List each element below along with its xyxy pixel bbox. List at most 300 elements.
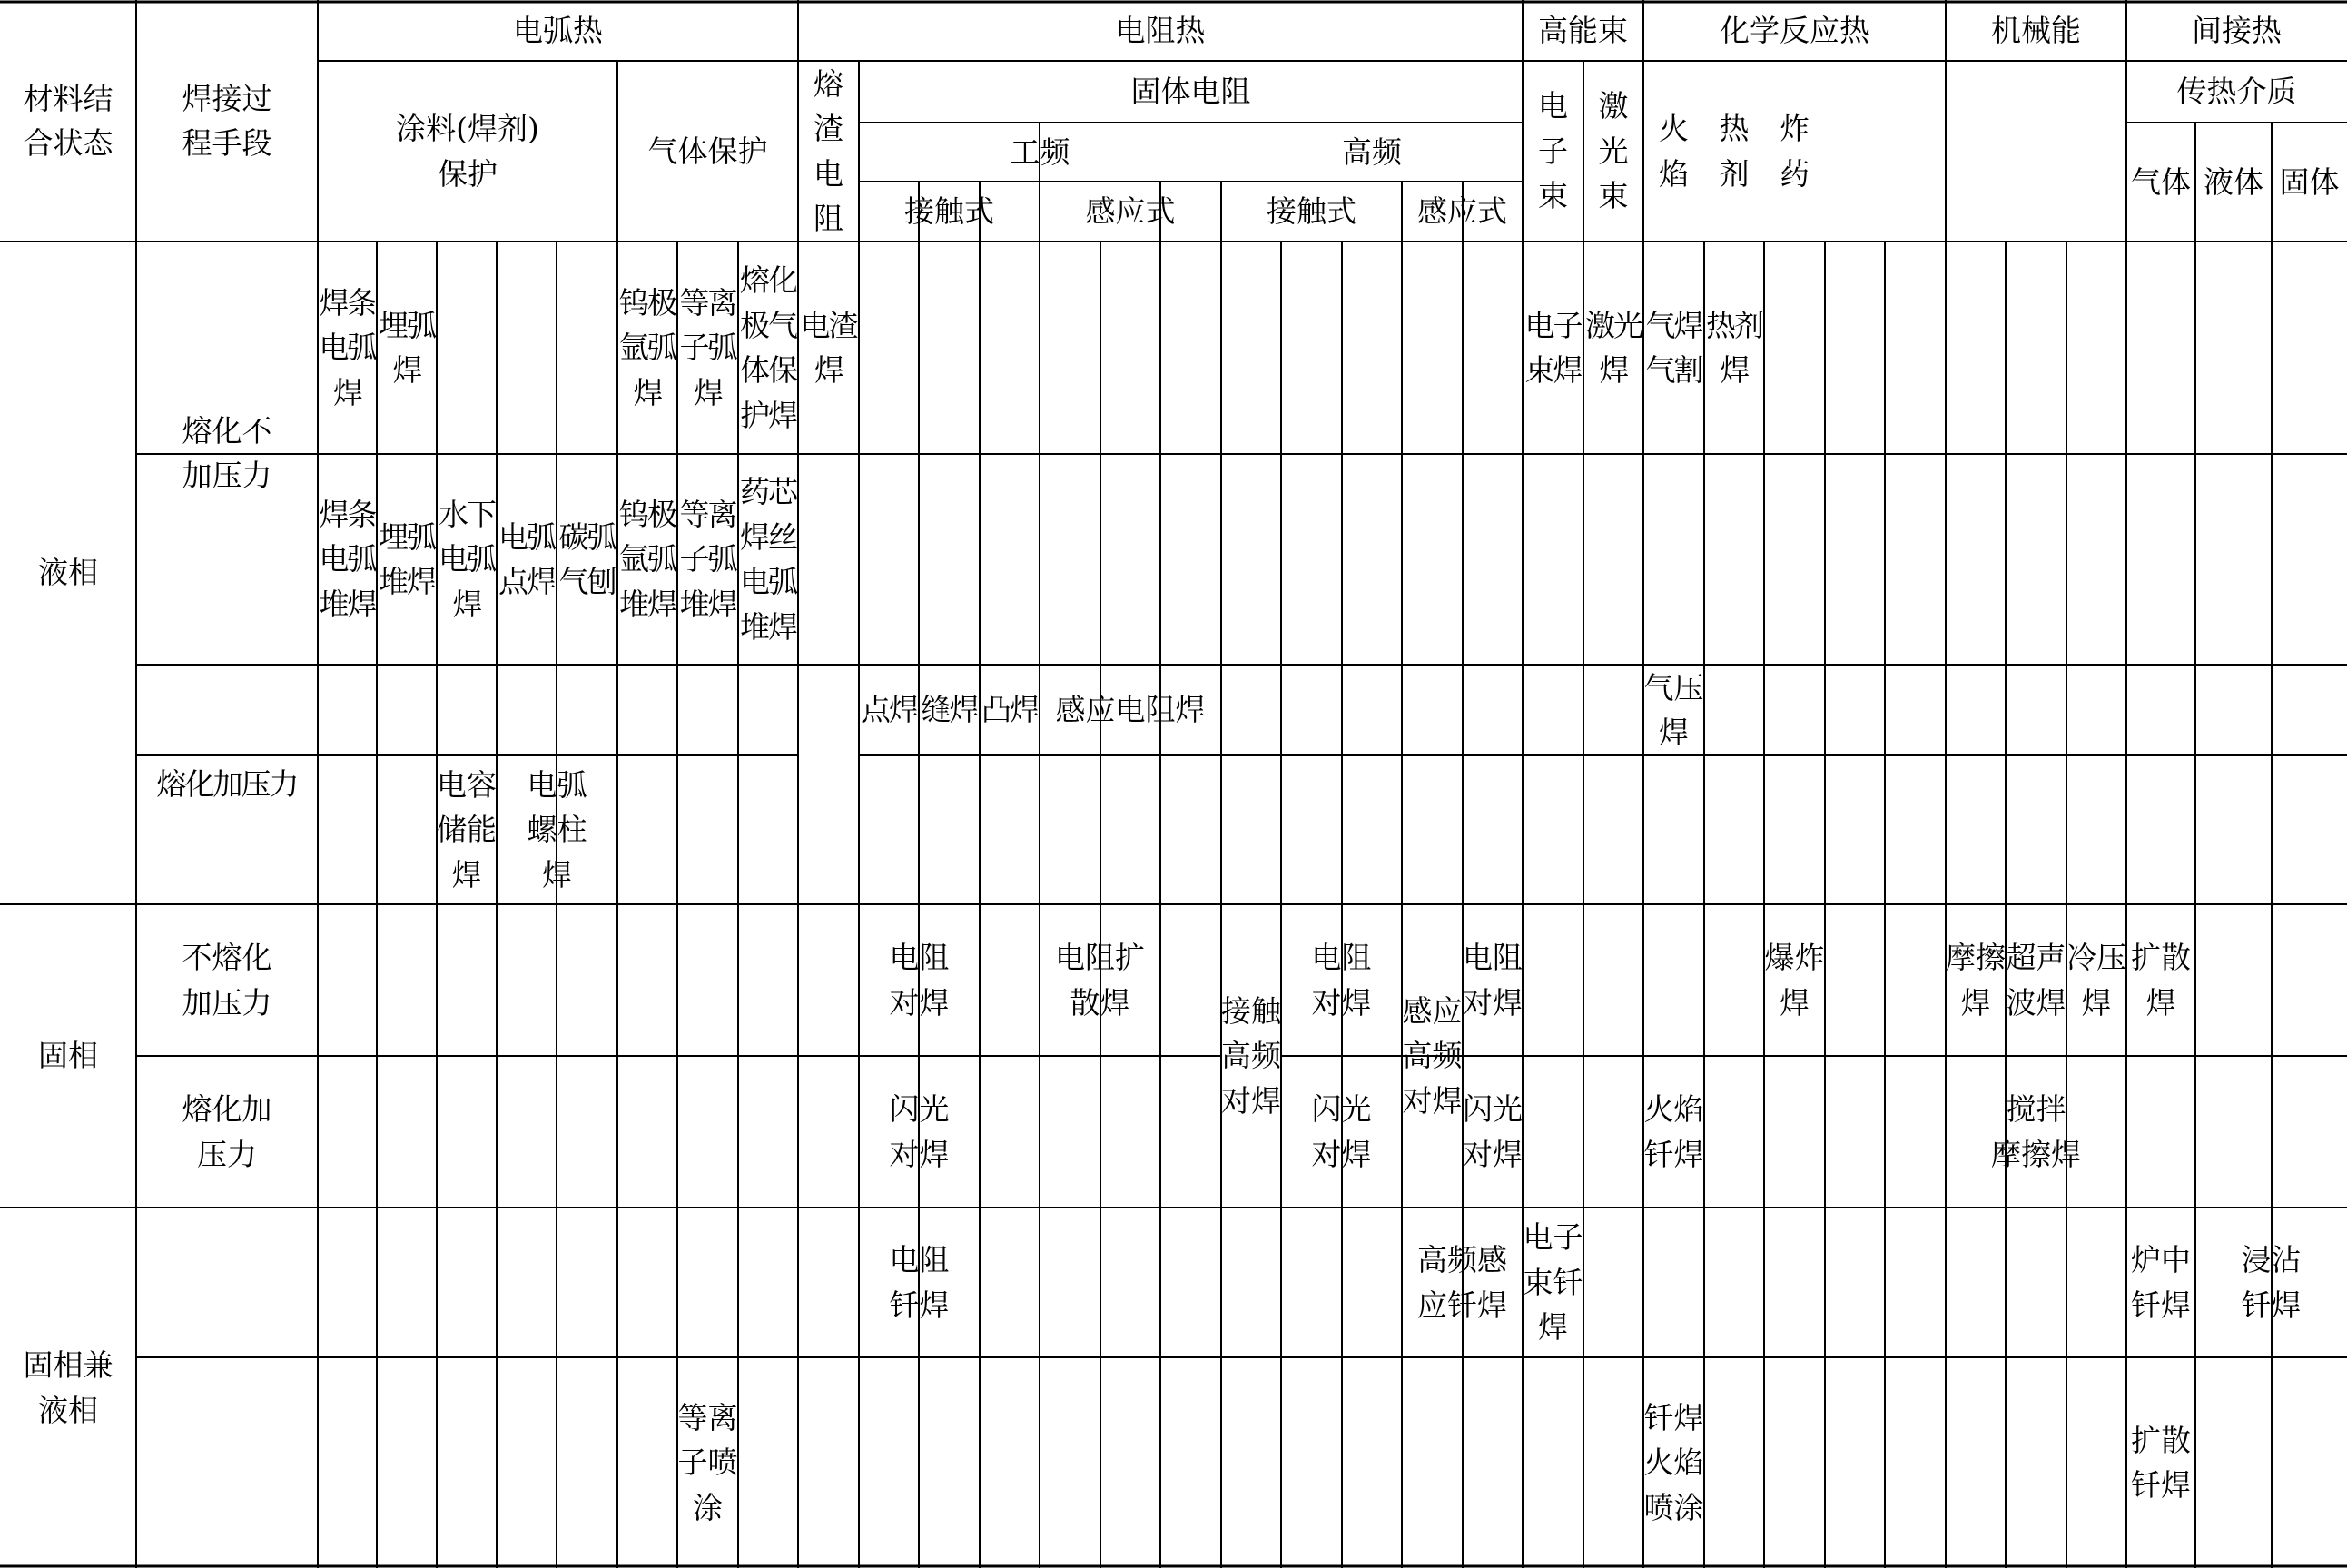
text-line: 电阻 — [1463, 940, 1523, 975]
text-line: 熔化加 — [182, 1091, 272, 1127]
cell-hf-induction-upset-text — [1463, 935, 1523, 1025]
electron-beam-header-text — [1538, 84, 1568, 219]
text-line: 材料结 — [23, 80, 113, 116]
row-label-melt-pressure — [136, 665, 318, 904]
cell-induction-hf-butt-text — [1403, 989, 1463, 1124]
text-line: 钎焊 — [889, 1287, 950, 1323]
cell-gtaw — [617, 242, 677, 454]
mechanical-energy-header — [1946, 0, 2126, 61]
text-line: 焊 — [542, 856, 572, 892]
text-line: 焊 — [452, 586, 481, 622]
text-line: 传热介质 — [2176, 74, 2297, 110]
mechanical-energy-header-text — [1991, 8, 2081, 54]
text-line: 超声 — [2006, 940, 2066, 975]
gas-protection-header-text — [648, 129, 768, 174]
text-line: 爆炸 — [1764, 940, 1825, 975]
text-line: 阻 — [814, 201, 843, 236]
cell-hf-flash-butt-text — [1312, 1087, 1372, 1177]
text-line: 应钎焊 — [1417, 1287, 1507, 1323]
cell-furnace-brazing — [2126, 1208, 2195, 1357]
high-energy-beam-header — [1523, 0, 1643, 61]
cell-seam — [919, 665, 980, 755]
cell-friction — [1946, 904, 2006, 1056]
cell-esw — [798, 242, 859, 454]
text-line: 电弧 — [527, 766, 587, 803]
cell-braze-spray-text — [1644, 1395, 1704, 1531]
text-line: 钎焊 — [2131, 1287, 2191, 1323]
cell-ultrasonic — [2006, 904, 2066, 1056]
coating-protection-header — [318, 61, 617, 242]
text-line: 炉中 — [2131, 1242, 2191, 1277]
cell-arc-stud — [497, 755, 617, 904]
material-state-header — [0, 0, 136, 242]
text-line: 激 — [1598, 88, 1629, 124]
cell-upset — [859, 904, 980, 1056]
contact-lf-header-text — [904, 189, 994, 234]
cell-flash-butt — [859, 1056, 980, 1208]
text-line: 电阻扩 — [1055, 940, 1145, 975]
text-line: 焊 — [1659, 715, 1689, 750]
row-label-melt-no-pressure — [136, 242, 318, 665]
text-line: 电弧 — [498, 518, 555, 555]
text-line: 保护 — [438, 155, 498, 192]
text-line: 螺柱 — [527, 812, 587, 848]
text-line: 对焊 — [1311, 1136, 1372, 1172]
cell-gmaw — [738, 242, 798, 454]
row-label-solid-text — [38, 1033, 98, 1079]
cell-carbon-gouge-text — [559, 515, 616, 605]
text-line: 高频 — [1221, 1038, 1281, 1074]
text-line: 涂 — [693, 1489, 723, 1525]
text-line: 钎焊 — [2131, 1467, 2191, 1503]
high-energy-beam-header-text — [1538, 8, 1628, 54]
cell-arc-stud-text — [528, 763, 587, 898]
cell-seam-text — [922, 687, 978, 733]
cell-underwater-arc — [437, 454, 497, 665]
text-line: 点焊 — [498, 564, 555, 599]
liquid-medium-header — [2195, 123, 2272, 242]
cell-friction-text — [1946, 935, 2006, 1025]
text-line: 子 — [1538, 133, 1568, 169]
text-line: 点焊 — [861, 692, 917, 728]
text-line: 堆焊 — [740, 608, 796, 645]
row-label-melt-pressure-solid-text — [182, 1087, 272, 1177]
text-line: 等离 — [677, 1399, 738, 1435]
laser-beam-header — [1583, 61, 1643, 242]
cell-induction-resistance — [1040, 665, 1221, 755]
text-line: 固体 — [2279, 163, 2340, 200]
cell-dip-brazing-text — [2242, 1238, 2302, 1327]
text-line: 钎焊 — [1643, 1136, 1704, 1172]
cell-lbw — [1583, 242, 1643, 454]
high-frequency-header-text — [1342, 130, 1402, 175]
text-line: 焊丝 — [740, 518, 796, 555]
cell-arc-spot — [497, 454, 557, 665]
cell-resistance-brazing — [859, 1208, 980, 1357]
text-line: 火 — [1659, 111, 1689, 146]
contact-lf-header — [859, 182, 1040, 242]
text-line: 间接热 — [2192, 12, 2282, 48]
text-line: 焊条 — [319, 284, 376, 321]
cell-capacitor-discharge-text — [437, 763, 497, 898]
text-line: 焊 — [333, 374, 361, 410]
cell-braze-spray — [1643, 1357, 1704, 1568]
row-label-solid-liquid — [0, 1208, 136, 1568]
text-line: 闪光 — [889, 1091, 950, 1127]
cell-pressure-gas — [1643, 665, 1704, 755]
cell-hf-induction-upset — [1463, 904, 1523, 1056]
text-line: 压力 — [197, 1136, 257, 1172]
text-line: 电弧 — [319, 330, 376, 366]
cell-induction-flash-butt-text — [1463, 1087, 1523, 1177]
flame-header-text — [1659, 106, 1689, 196]
text-line: 电阻 — [889, 1242, 950, 1277]
explosive-header — [1764, 61, 1825, 242]
text-line: 感应式 — [1417, 193, 1507, 230]
text-line: 药 — [1780, 155, 1810, 192]
text-line: 电子 — [1524, 307, 1582, 343]
induction-lf-header — [1040, 182, 1221, 242]
cell-capacitor-discharge — [437, 755, 497, 904]
text-line: 焊 — [694, 374, 722, 410]
text-line: 高能束 — [1538, 12, 1628, 48]
text-line: 固相兼 — [23, 1347, 113, 1383]
arc-heat-header — [318, 0, 798, 61]
cell-hf-induction-brazing — [1402, 1208, 1523, 1357]
text-line: 散焊 — [1070, 984, 1130, 1021]
row-label-solid-liquid-text — [24, 1343, 113, 1433]
text-line: 熔化不 — [182, 412, 272, 449]
text-line: 气割 — [1645, 352, 1702, 388]
cell-induction-hf-butt — [1402, 904, 1463, 1208]
text-line: 闪光 — [1463, 1091, 1523, 1127]
cell-friction-stir — [1946, 1056, 2126, 1208]
cell-plasma-spray-text — [678, 1395, 738, 1531]
text-line: 接触式 — [1267, 193, 1356, 230]
text-line: 钨极 — [619, 496, 676, 532]
cell-hf-upset — [1281, 904, 1402, 1056]
cell-projection — [980, 665, 1040, 755]
gas-protection-header — [617, 61, 798, 242]
cell-smaw-text — [320, 281, 376, 416]
text-line: 电阻 — [889, 940, 950, 975]
cell-induction-flash-butt — [1463, 1056, 1523, 1208]
text-line: 电渣 — [800, 307, 857, 343]
row-label-no-melt-pressure-text — [182, 935, 272, 1025]
row-label-melt-no-pressure-text — [182, 409, 272, 498]
text-line: 电弧 — [740, 564, 796, 599]
cell-arc-spot-text — [498, 515, 555, 605]
text-line: 摩擦焊 — [1991, 1136, 2081, 1172]
text-line: 高频 — [1402, 1038, 1463, 1074]
slag-resistance-header-text — [814, 62, 843, 242]
text-line: 感应电阻焊 — [1055, 692, 1206, 728]
text-line: 接触式 — [904, 193, 994, 230]
cell-resistance-diffusion-text — [1055, 935, 1145, 1025]
text-line: 气体保护 — [647, 133, 768, 169]
text-line: 堆焊 — [379, 564, 435, 599]
text-line: 火焰 — [1643, 1091, 1704, 1127]
text-line: 埋弧 — [379, 518, 435, 555]
cell-resistance-diffusion — [1040, 904, 1160, 1056]
text-line: 对焊 — [1463, 1136, 1523, 1172]
cell-diffusion-brazing-text — [2131, 1418, 2191, 1508]
text-line: 焊 — [1599, 352, 1628, 388]
slag-resistance-header — [798, 61, 859, 242]
text-line: 钎焊 — [2241, 1287, 2302, 1323]
heat-medium-header-text — [2177, 69, 2297, 114]
cell-plasma-spray — [677, 1357, 738, 1568]
text-line: 合状态 — [23, 125, 113, 161]
chemical-heat-header — [1643, 0, 1946, 61]
cell-hf-upset-text — [1312, 935, 1372, 1025]
cell-lbw-text — [1585, 303, 1642, 393]
text-line: 钎焊 — [1643, 1399, 1704, 1435]
cell-ebw-text — [1525, 303, 1582, 393]
text-line: 液相 — [38, 1392, 98, 1428]
thermite-header-text — [1720, 106, 1750, 196]
text-line: 熔化 — [740, 262, 796, 298]
text-line: 闪光 — [1311, 1091, 1372, 1127]
row-label-solid — [0, 904, 136, 1208]
text-line: 不熔化 — [182, 940, 272, 975]
cell-pressure-gas-text — [1644, 666, 1704, 755]
text-line: 极气 — [740, 307, 796, 343]
text-line: 子喷 — [677, 1445, 738, 1481]
text-line: 接触 — [1221, 992, 1281, 1029]
cell-saw-surfacing-text — [379, 515, 435, 605]
cell-underwater-arc-text — [439, 492, 495, 627]
induction-hf-header-text — [1417, 189, 1507, 234]
text-line: 储能 — [437, 812, 497, 848]
indirect-heat-header — [2126, 0, 2347, 61]
text-line: 护焊 — [740, 397, 796, 433]
cell-hf-induction-brazing-text — [1417, 1238, 1507, 1327]
text-line: 缝焊 — [921, 692, 978, 728]
cell-hf-flash-butt — [1281, 1056, 1402, 1208]
text-line: 固体电阻 — [1130, 74, 1251, 110]
cell-paw — [677, 242, 738, 454]
text-line: 光 — [1598, 133, 1629, 169]
text-line: 对焊 — [1402, 1082, 1463, 1119]
flame-header — [1643, 61, 1704, 242]
text-line: 体保 — [740, 352, 796, 388]
text-line: 堆焊 — [679, 586, 736, 622]
power-frequency-header — [859, 123, 1221, 182]
cell-gtaw-surfacing — [617, 454, 677, 665]
cell-contact-hf-butt — [1221, 904, 1281, 1208]
cell-explosion — [1764, 904, 1825, 1056]
text-line: 焊接过 — [182, 80, 272, 116]
text-line: 对焊 — [1221, 1082, 1281, 1119]
text-line: 焊 — [2081, 984, 2112, 1021]
cell-smaw-surfacing-text — [320, 492, 376, 627]
cell-ultrasonic-text — [2007, 935, 2066, 1025]
text-line: 焊 — [451, 856, 482, 892]
text-line: 水下 — [439, 496, 495, 532]
text-line: 波焊 — [2006, 984, 2066, 1021]
contact-hf-header — [1221, 182, 1402, 242]
cell-gtaw-surfacing-text — [619, 492, 676, 627]
row-label-melt-pressure-solid — [136, 1056, 318, 1208]
row-label-liquid — [0, 242, 136, 904]
cell-dip-brazing — [2195, 1208, 2347, 1357]
text-line: 火焰 — [1643, 1445, 1704, 1481]
text-line: 气焊 — [1645, 307, 1702, 343]
resistance-heat-header-text — [1116, 8, 1206, 54]
text-line: 焊条 — [319, 496, 376, 532]
contact-hf-header-text — [1267, 189, 1356, 234]
text-line: 对焊 — [1311, 984, 1372, 1021]
power-frequency-header-text — [1011, 130, 1070, 175]
text-line: 焰 — [1659, 155, 1689, 192]
cell-contact-hf-butt-text — [1221, 989, 1281, 1124]
text-line: 对焊 — [1463, 984, 1523, 1021]
cell-gtaw-text — [619, 281, 676, 416]
cell-paw-text — [680, 281, 736, 416]
cell-smaw — [318, 242, 377, 454]
cell-fcaw-surfacing — [738, 454, 798, 665]
text-line: 感应式 — [1085, 193, 1176, 230]
induction-lf-header-text — [1086, 189, 1176, 234]
text-line: 堆焊 — [319, 586, 376, 622]
text-line: 浸沾 — [2241, 1242, 2302, 1277]
text-line: 电子 — [1523, 1219, 1583, 1256]
cell-eb-brazing — [1523, 1208, 1583, 1357]
text-line: 固相 — [38, 1038, 98, 1074]
cell-thermit — [1704, 242, 1764, 454]
cell-spot-text — [861, 687, 917, 733]
cell-smaw-surfacing — [318, 454, 377, 665]
text-line: 电阻 — [1311, 940, 1372, 975]
text-line: 焊 — [1960, 984, 1991, 1021]
text-line: 焊 — [633, 374, 662, 410]
chemical-heat-header-text — [1720, 8, 1869, 54]
text-line: 碳弧 — [558, 518, 616, 555]
text-line: 扩散 — [2131, 940, 2191, 975]
text-line: 高频 — [1342, 133, 1402, 170]
text-line: 焊 — [1538, 1309, 1568, 1346]
cell-diffusion-brazing — [2126, 1357, 2195, 1568]
cell-flash-butt-text — [890, 1087, 950, 1177]
text-line: 氩弧 — [619, 330, 676, 366]
text-line: 激光 — [1585, 307, 1642, 343]
text-line: 埋弧 — [379, 307, 435, 343]
text-line: 束钎 — [1523, 1264, 1583, 1300]
text-line: 机械能 — [1991, 12, 2081, 48]
text-line: 程手段 — [182, 125, 272, 161]
cell-ebw — [1523, 242, 1583, 454]
text-line: 束 — [1598, 178, 1629, 214]
cell-resistance-brazing-text — [890, 1238, 950, 1327]
row-label-no-melt-pressure — [136, 904, 318, 1056]
text-line: 焊 — [2145, 984, 2176, 1021]
laser-beam-header-text — [1599, 84, 1629, 219]
text-line: 等离 — [679, 496, 736, 532]
indirect-heat-header-text — [2192, 8, 2282, 54]
text-line: 电容 — [437, 766, 497, 803]
text-line: 电阻热 — [1115, 12, 1206, 48]
text-line: 工频 — [1010, 133, 1070, 170]
solid-medium-header-text — [2280, 160, 2340, 205]
induction-hf-header — [1402, 182, 1523, 242]
text-line: 气体 — [2131, 163, 2191, 200]
text-line: 搅拌 — [2006, 1091, 2066, 1127]
text-line: 涂料(焊剂) — [396, 111, 539, 146]
explosive-header-text — [1780, 106, 1810, 196]
text-line: 化学反应热 — [1720, 12, 1869, 48]
cell-saw-surfacing — [377, 454, 437, 665]
thermite-header — [1704, 61, 1764, 242]
process-means-header — [136, 0, 318, 242]
cell-ofw — [1643, 242, 1704, 454]
cell-projection-text — [981, 687, 1038, 733]
cell-flame-brazing — [1643, 1056, 1704, 1208]
cell-cold-pressure-text — [2066, 935, 2126, 1025]
solid-resistance-header-text — [1131, 69, 1251, 114]
text-line: 渣 — [814, 111, 843, 146]
cell-flame-brazing-text — [1644, 1087, 1704, 1177]
cell-esw-text — [801, 303, 857, 393]
cell-spot — [859, 665, 919, 755]
resistance-heat-header — [798, 0, 1523, 61]
text-line: 熔化加压力 — [156, 766, 298, 803]
text-line: 高频感 — [1417, 1242, 1507, 1277]
arc-heat-header-text — [513, 8, 603, 54]
text-line: 子弧 — [679, 541, 736, 577]
cell-thermit-text — [1706, 303, 1762, 393]
cell-gmaw-text — [740, 258, 796, 438]
text-line: 子弧 — [679, 330, 736, 366]
text-line: 电弧热 — [513, 12, 603, 48]
cell-paw-surfacing-text — [680, 492, 736, 627]
text-line: 剂 — [1719, 155, 1750, 192]
electron-beam-header — [1523, 61, 1583, 242]
cell-upset-text — [890, 935, 950, 1025]
text-line: 药芯 — [740, 474, 796, 509]
text-line: 热剂 — [1706, 307, 1762, 343]
text-line: 气刨 — [558, 564, 616, 599]
text-line: 钨极 — [619, 284, 676, 321]
text-line: 扩散 — [2131, 1422, 2191, 1458]
solid-medium-header — [2272, 123, 2347, 242]
cell-cold-pressure — [2066, 904, 2126, 1056]
gas-medium-header — [2126, 123, 2195, 242]
heat-medium-header — [2126, 61, 2347, 123]
text-line: 焊 — [1720, 352, 1749, 388]
text-line: 电弧 — [439, 541, 495, 577]
cell-furnace-brazing-text — [2131, 1238, 2191, 1327]
text-line: 摩擦 — [1946, 940, 2006, 975]
text-line: 液相 — [38, 555, 98, 591]
cell-carbon-gouge — [557, 454, 617, 665]
text-line: 凸焊 — [981, 692, 1038, 728]
liquid-medium-header-text — [2204, 160, 2263, 205]
text-line: 喷涂 — [1643, 1489, 1704, 1525]
high-frequency-header — [1221, 123, 1523, 182]
gas-medium-header-text — [2131, 160, 2191, 205]
cell-induction-resistance-text — [1056, 687, 1206, 733]
text-line: 熔 — [814, 65, 843, 102]
row-label-liquid-text — [38, 550, 98, 596]
solid-resistance-header — [859, 61, 1523, 123]
text-line: 气压 — [1643, 669, 1704, 705]
row-label-melt-pressure-text — [157, 762, 298, 807]
cell-saw — [377, 242, 437, 454]
text-line: 焊 — [392, 352, 421, 388]
cell-eb-brazing-text — [1524, 1215, 1583, 1350]
cell-saw-text — [379, 303, 435, 393]
